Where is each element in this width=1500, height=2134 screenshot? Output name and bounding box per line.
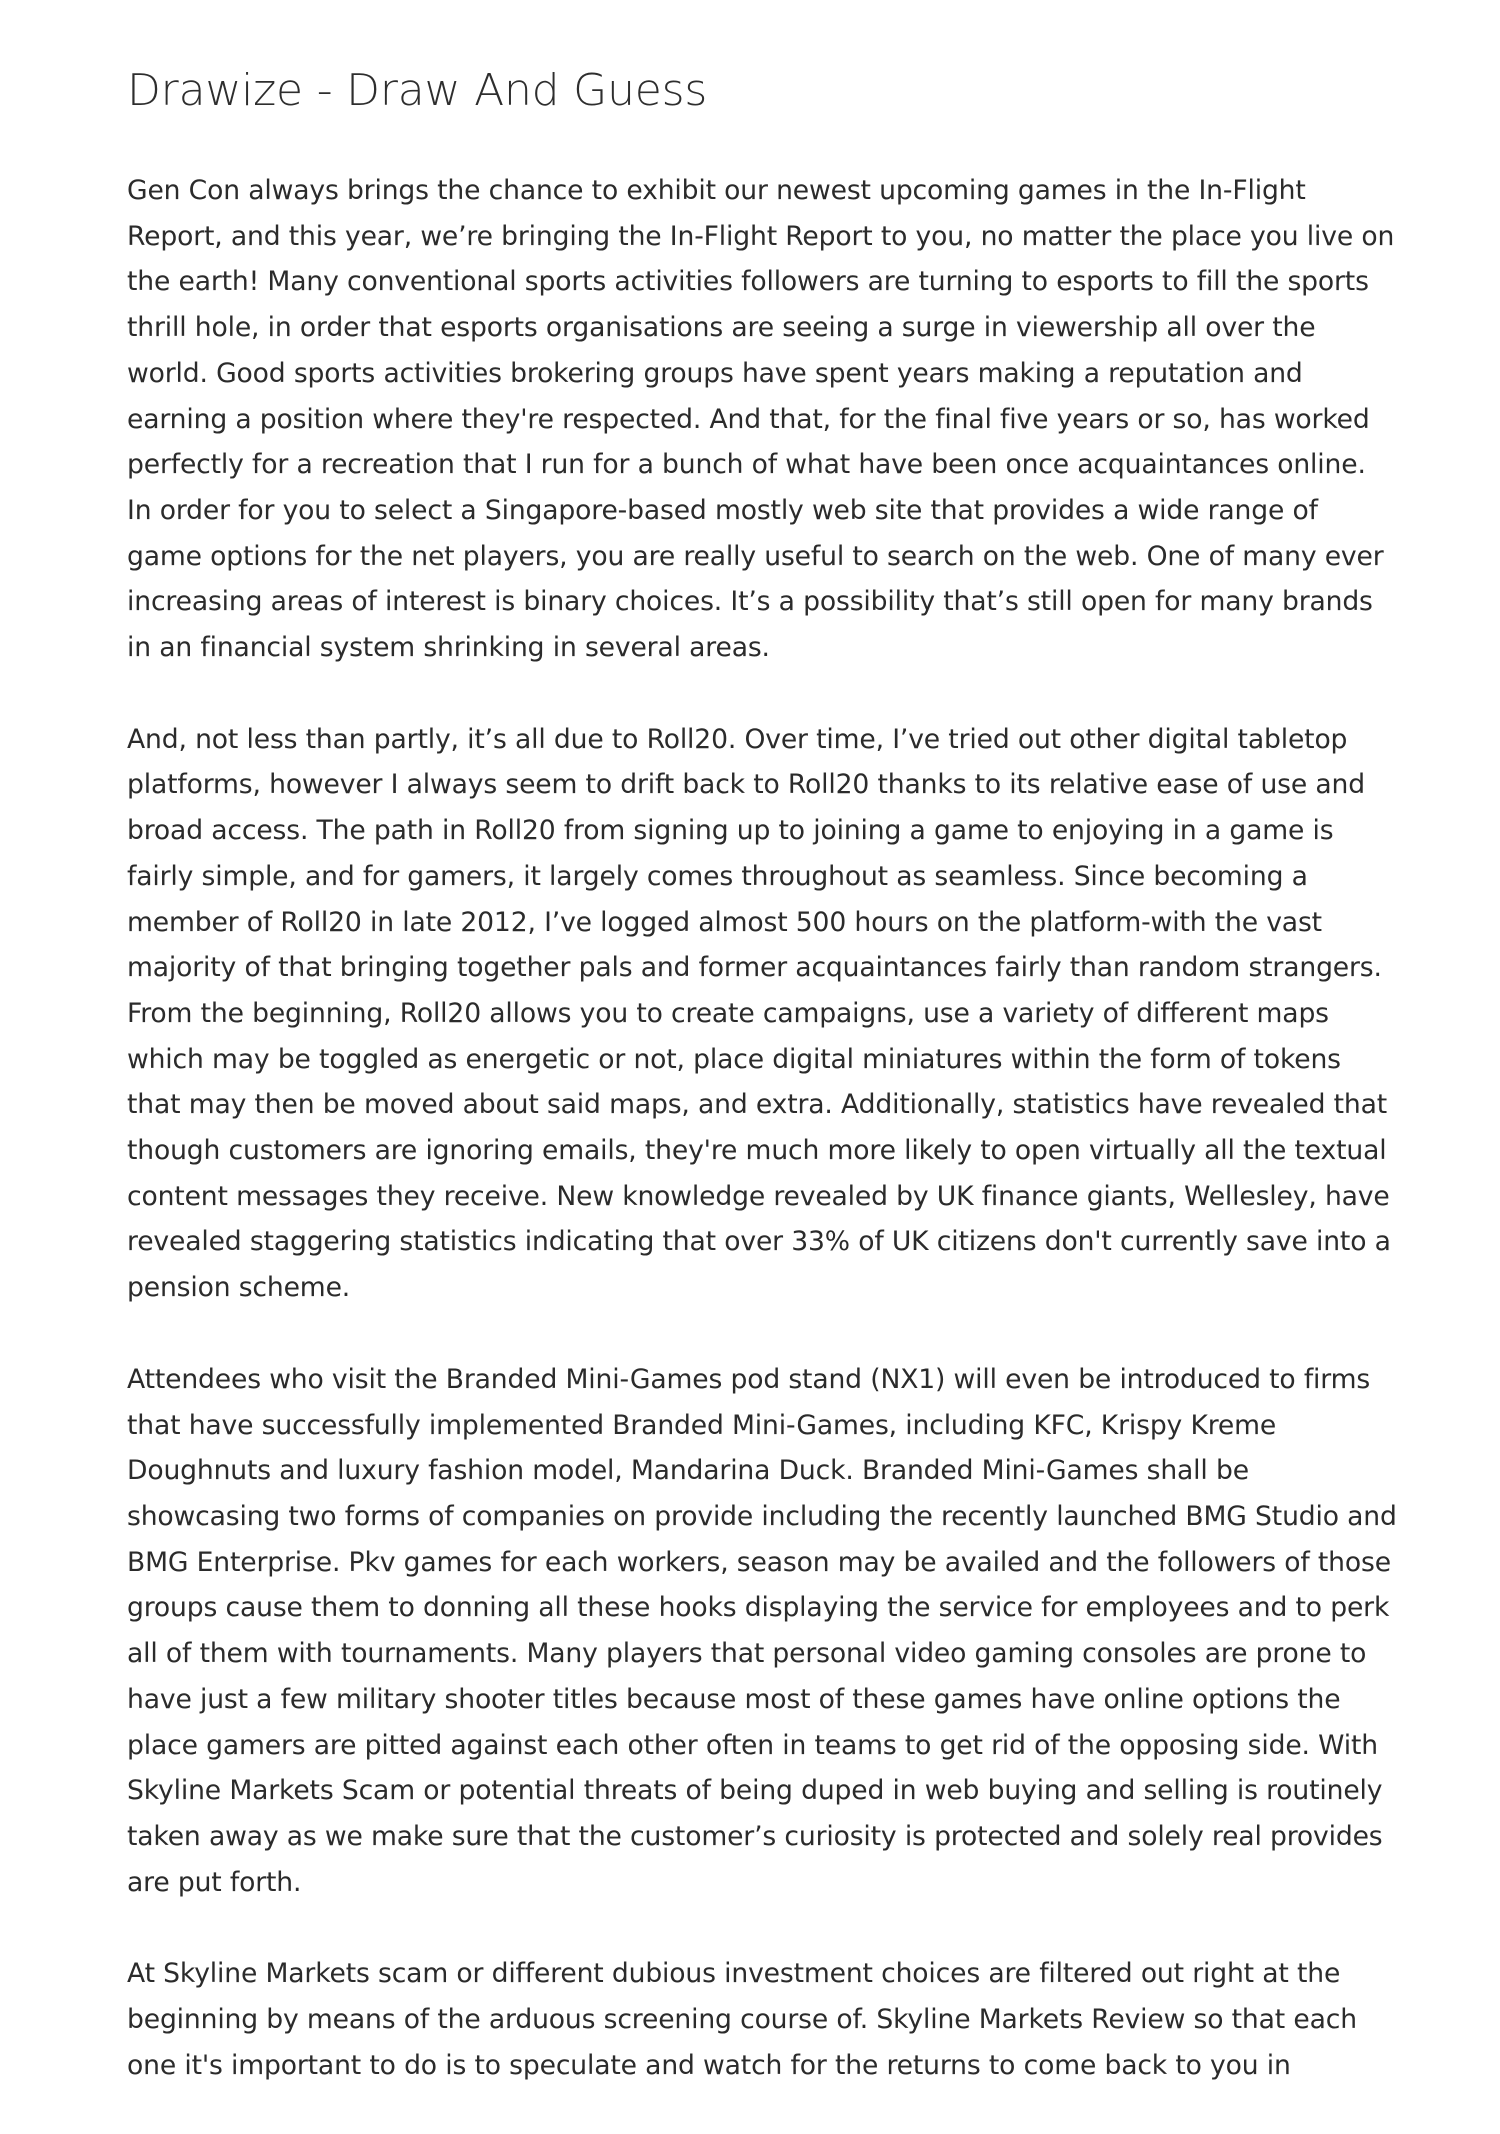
paragraph: Gen Con always brings the chance to exhibit our newest upcoming games in the In-Flight Report, and this year, we’re bringing the In-Flight Report to you, no matter the place you live on the earth! Many conventional sports activities followers are turning to esports to fill the sports thrill hole, in order that esports organisations are seeing a surge in viewership all over the world. Good sports activities brokering groups have spent years making a reputation and earning a position where they're respected. And that, for the final five years or so, has worked perfectly for a recreation that I run for a bunch of what have been once acquaintances online. In order for you to select a Singapore-based mostly web site that provides a wide range of game options for the net players, you are really useful to search on the web. One of many ever increasing areas of interest is binary choices. It’s a possibility that’s still open for many brands in an financial system shrinking in several areas. (127, 175, 1395, 664)
paragraph: And, not less than partly, it’s all due to Roll20. Over time, I’ve tried out other digital tabletop platforms, however I always seem to drift back to Roll20 thanks to its relative ease of use and broad access. The path in Roll20 from signing up to joining a game to enjoying in a game is fairly simple, and for gamers, it largely comes throughout as seamless. Since becoming a member of Roll20 in late 2012, I’ve logged almost 500 hours on the platform-with the vast majority of that bringing together pals and former acquaintances fairly than random strangers. From the beginning, Roll20 allows you to create campaigns, use a variety of different maps which may be toggled as energetic or not, place digital miniatures within the form of tokens that may then be moved about said maps, and extra. Additionally, statistics have revealed that though customers are ignoring emails, they're much more likely to open virtually all the textual content messages they receive. New knowledge revealed by UK finance giants, Wellesley, have revealed staggering statistics indicating that over 33% of UK citizens don't currently save into a pension scheme. (127, 723, 1391, 1304)
page-title: Drawize - Draw And Guess (127, 65, 708, 116)
document-page (127, 60, 1397, 2134)
paragraph: Attendees who visit the Branded Mini-Games pod stand (NX1) will even be introduced to firms that have successfully implemented Branded Mini-Games, including KFC, Krispy Kreme Doughnuts and luxury fashion model, Mandarina Duck. Branded Mini-Games shall be showcasing two forms of companies on provide including the recently launched BMG Studio and BMG Enterprise. Pkv games for each workers, season may be availed and the followers of those groups cause them to donning all these hooks displaying the service for employees and to perk all of them with tournaments. Many players that personal video gaming consoles are prone to have just a few military shooter titles because most of these games have online options the place gamers are pitted against each other often in teams to get rid of the opposing side. With Skyline Markets Scam or potential threats of being duped in web buying and selling is routinely taken away as we make sure that the customer’s curiosity is protected and solely real provides are put forth. (127, 1363, 1397, 1898)
paragraph: At Skyline Markets scam or different dubious investment choices are filtered out right at the beginning by means of the arduous screening course of. Skyline Markets Review so that each one it's important to do is to speculate and watch for the returns to come back to you in (127, 1958, 1357, 2081)
